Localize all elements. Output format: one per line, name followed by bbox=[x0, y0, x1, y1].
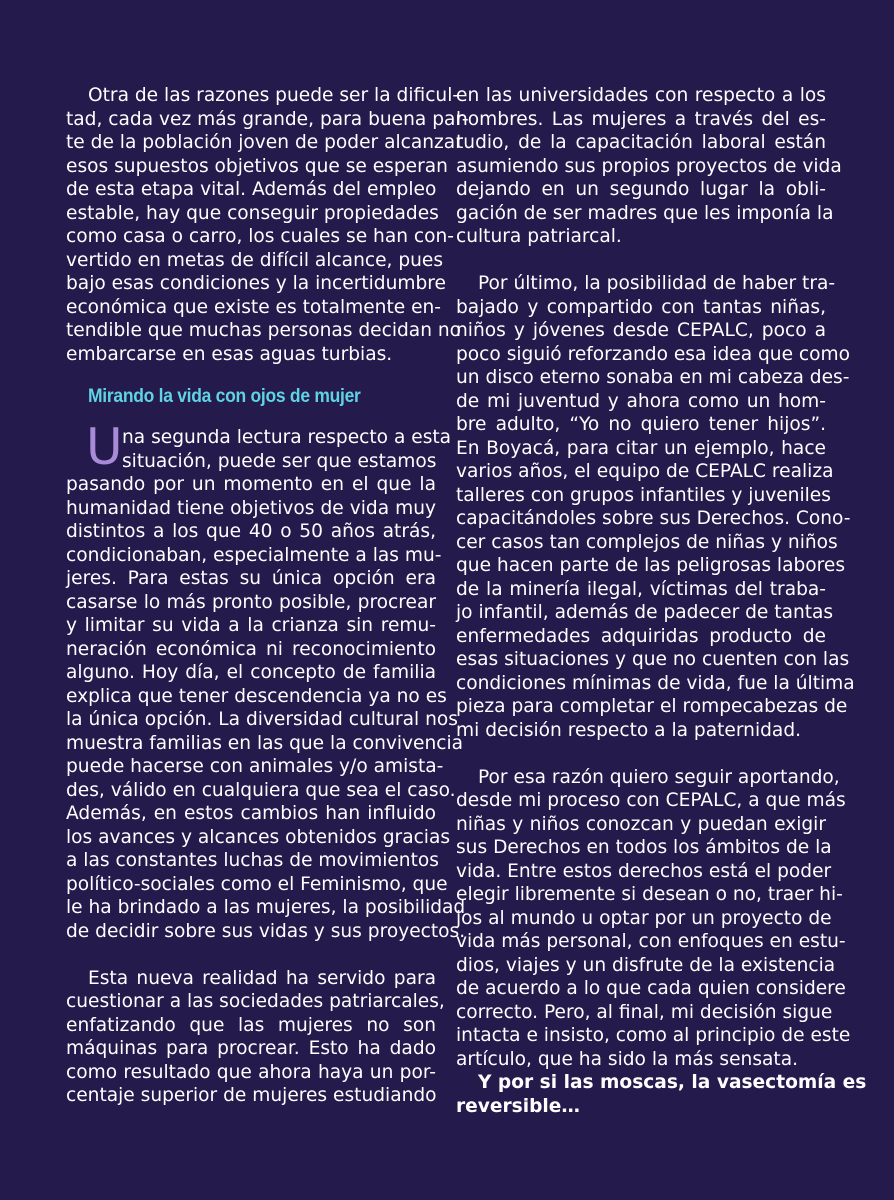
text-line: a las constantes luchas de movimientos bbox=[66, 850, 439, 871]
text-line: Además, en estos cambios han influido bbox=[66, 803, 436, 824]
text-line: como resultado que ahora haya un por- bbox=[66, 1061, 436, 1083]
drop-cap: U bbox=[86, 418, 123, 476]
section-heading: Mirando la vida con ojos de mujer bbox=[88, 386, 361, 407]
text-line: un disco eterno sonaba en mi cabeza des- bbox=[456, 367, 850, 388]
text-line: explica que tener descendencia ya no es bbox=[66, 685, 447, 707]
text-line: jo infantil, además de padecer de tantas bbox=[456, 602, 834, 623]
text-line: vertido en metas de difícil alcance, pues bbox=[66, 249, 444, 271]
text-line: tad, cada vez más grande, para buena par- bbox=[66, 108, 469, 130]
text-line: de la minería ilegal, víctimas del traba- bbox=[456, 578, 826, 600]
text-line: desde mi proceso con CEPALC, a que más bbox=[456, 790, 846, 811]
text-line: bajo esas condiciones y la incertidumbre bbox=[66, 273, 446, 294]
paragraph-universities bbox=[456, 84, 842, 249]
paragraph-for-that-reason bbox=[456, 766, 851, 1072]
text-line: esas situaciones y que no cuenten con las bbox=[456, 649, 850, 670]
text-line: la única opción. La diversidad cultural nos bbox=[66, 709, 458, 730]
text-line: centaje superior de mujeres estudiando bbox=[66, 1085, 437, 1106]
text-line: casarse lo más pronto posible, procrear bbox=[66, 591, 436, 613]
text-line: niños y jóvenes desde CEPALC, poco a bbox=[456, 320, 826, 341]
text-line: como casa o carro, los cuales se han con- bbox=[66, 226, 455, 247]
text-line: tudio, de la capacitación laboral están bbox=[456, 132, 826, 153]
text-line: elegir libremente si desean o no, traer hi- bbox=[456, 884, 843, 905]
text-line: na segunda lectura respecto a esta bbox=[122, 427, 452, 448]
closing-line: Y por si las moscas, la vasectomía es bbox=[478, 1072, 867, 1093]
text-line: vida más personal, con enfoques en estu- bbox=[456, 931, 846, 952]
text-line: neración económica ni reconocimiento bbox=[66, 638, 436, 660]
text-line: hombres. Las mujeres a través del es- bbox=[456, 108, 826, 130]
paragraph-gap bbox=[456, 742, 826, 766]
text-line: en las universidades con respecto a los bbox=[456, 85, 826, 106]
text-line: asumiendo sus propios proyectos de vida bbox=[456, 155, 842, 177]
text-line: esos supuestos objetivos que se esperan bbox=[66, 155, 448, 177]
text-line: Por esa razón quiero seguir aportando, bbox=[478, 766, 840, 788]
text-line: de decidir sobre sus vidas y sus proyectos. bbox=[66, 920, 466, 942]
text-line: de mi juventud y ahora como un hom- bbox=[456, 390, 826, 412]
closing-remark bbox=[456, 1071, 867, 1118]
text-line: político-sociales como el Feminismo, que bbox=[66, 873, 448, 895]
text-line: pieza para completar el rompecabezas de bbox=[456, 696, 848, 717]
text-line: Otra de las razones puede ser la dificul- bbox=[88, 85, 460, 106]
left-column bbox=[66, 84, 469, 1108]
text-line: bajado y compartido con tantas niñas, bbox=[456, 296, 826, 318]
text-line: dejando en un segundo lugar la obli- bbox=[456, 179, 826, 200]
text-line: talleres con grupos infantiles y juveniles bbox=[456, 484, 831, 506]
text-line: varios años, el equipo de CEPALC realiza bbox=[456, 461, 834, 482]
paragraph-reasons bbox=[66, 84, 469, 366]
text-line: condicionaban, especialmente a las mu- bbox=[66, 544, 442, 566]
paragraph-new-reality bbox=[66, 967, 445, 1108]
text-line: los avances y alcances obtenidos gracias bbox=[66, 826, 451, 848]
text-line: tendible que muchas personas decidan no bbox=[66, 320, 462, 341]
text-line: distintos a los que 40 o 50 años atrás, bbox=[66, 521, 436, 542]
text-line: pasando por un momento en el que la bbox=[66, 474, 436, 495]
text-line: económica que existe es totalmente en- bbox=[66, 296, 442, 318]
text-line: de acuerdo a lo que cada quien considere bbox=[456, 978, 846, 999]
text-line: embarcarse en esas aguas turbias. bbox=[66, 343, 393, 365]
text-line: mi decisión respecto a la paternidad. bbox=[456, 719, 802, 741]
text-line: condiciones mínimas de vida, fue la última bbox=[456, 672, 855, 694]
text-line: cer casos tan complejos de niñas y niños bbox=[456, 531, 838, 553]
paragraph-lastly bbox=[456, 272, 855, 742]
text-line: artículo, que ha sido la más sensata. bbox=[456, 1048, 798, 1070]
text-line: humanidad tiene objetivos de vida muy bbox=[66, 497, 436, 519]
right-column bbox=[456, 84, 867, 1118]
text-line: te de la población joven de poder alcanzar bbox=[66, 132, 463, 153]
text-line: capacitándoles sobre sus Derechos. Cono- bbox=[456, 508, 851, 529]
text-line: dios, viajes y un disfrute de la existencia bbox=[456, 954, 836, 976]
text-line: correcto. Pero, al final, mi decisión sigue bbox=[456, 1001, 833, 1023]
text-line: alguno. Hoy día, el concepto de familia bbox=[66, 662, 436, 683]
text-line: Por último, la posibilidad de haber tra- bbox=[478, 273, 836, 294]
text-line: muestra familias en las que la convivencia bbox=[66, 732, 464, 754]
text-line: bre adulto, “Yo no quiero tener hijos”. bbox=[456, 414, 826, 435]
text-line: enfatizando que las mujeres no son bbox=[66, 1014, 436, 1036]
text-line: gación de ser madres que les imponía la bbox=[456, 202, 834, 224]
text-line: Esta nueva realidad ha servido para bbox=[88, 967, 436, 989]
text-line: estable, hay que conseguir propiedades bbox=[66, 202, 439, 224]
text-line: máquinas para procrear. Esto ha dado bbox=[66, 1038, 436, 1059]
text-line: des, válido en cualquiera que sea el caso. bbox=[66, 779, 456, 801]
paragraph-gap bbox=[66, 943, 436, 967]
text-line: En Boyacá, para citar un ejemplo, hace bbox=[456, 437, 826, 459]
text-line: y limitar su vida a la crianza sin remu- bbox=[66, 615, 436, 636]
text-line: jeres. Para estas su única opción era bbox=[66, 568, 436, 589]
text-line: poco siguió reforzando esa idea que como bbox=[456, 343, 851, 365]
text-line: le ha brindado a las mujeres, la posibilidad bbox=[66, 897, 466, 918]
text-line: enfermedades adquiridas producto de bbox=[456, 625, 826, 647]
text-line: cuestionar a las sociedades patriarcales, bbox=[66, 991, 445, 1012]
text-line: jos al mundo u optar por un proyecto de bbox=[456, 907, 832, 929]
text-line: situación, puede ser que estamos bbox=[122, 450, 437, 472]
closing-line: reversible… bbox=[456, 1095, 581, 1117]
text-line: que hacen parte de las peligrosas labores bbox=[456, 555, 846, 576]
paragraph-gap bbox=[456, 249, 826, 273]
text-line: intacta e insisto, como al principio de este bbox=[456, 1025, 851, 1046]
paragraph-second-reading bbox=[66, 418, 466, 943]
text-line: sus Derechos en todos los ámbitos de la bbox=[456, 837, 832, 858]
text-line: niñas y niños conozcan y puedan exigir bbox=[456, 813, 826, 835]
text-line: vida. Entre estos derechos está el poder bbox=[456, 860, 832, 882]
text-line: puede hacerse con animales y/o amista- bbox=[66, 756, 444, 777]
text-line: de esta etapa vital. Además del empleo bbox=[66, 179, 437, 200]
text-line: cultura patriarcal. bbox=[456, 226, 622, 247]
